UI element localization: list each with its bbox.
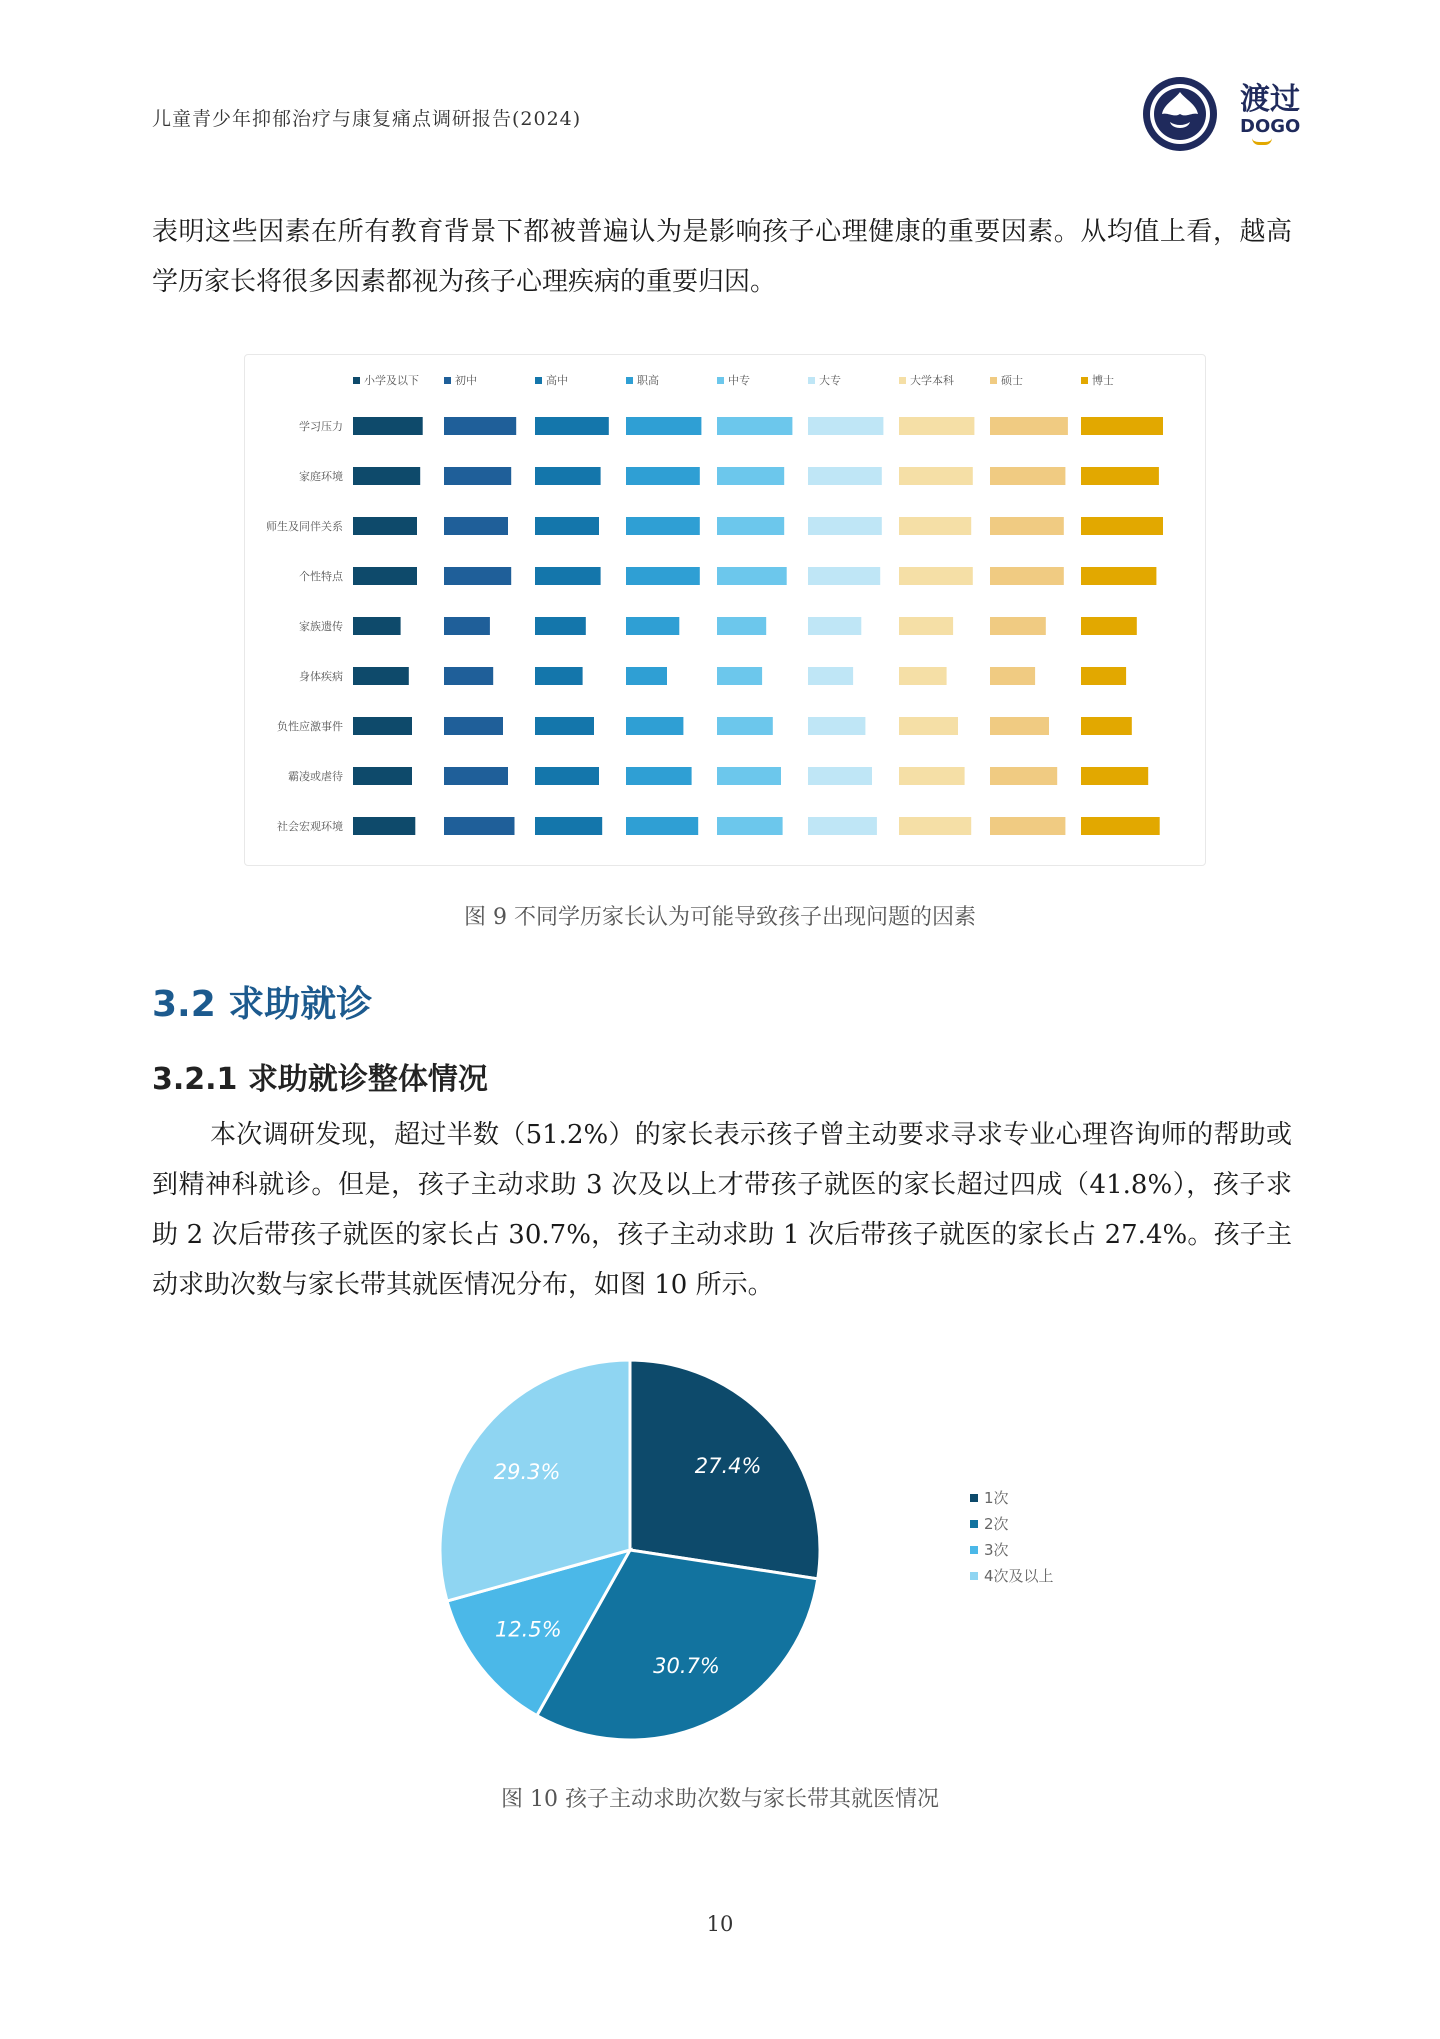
bar-0-7 bbox=[990, 417, 1068, 435]
legend-swatch-5 bbox=[808, 377, 815, 384]
bar-6-1 bbox=[444, 717, 503, 735]
bar-5-8 bbox=[1081, 667, 1126, 685]
figure10-frame bbox=[420, 1340, 1100, 1760]
legend-label-7: 硕士 bbox=[1001, 374, 1023, 387]
bar-8-1 bbox=[444, 817, 515, 835]
legend-swatch-6 bbox=[899, 377, 906, 384]
bar-0-6 bbox=[899, 417, 974, 435]
bar-4-1 bbox=[444, 617, 490, 635]
legend-label-3: 职高 bbox=[637, 374, 659, 387]
bar-7-8 bbox=[1081, 767, 1148, 785]
bar-5-7 bbox=[990, 667, 1035, 685]
category-label-2: 师生及同伴关系 bbox=[266, 520, 343, 533]
bar-0-8 bbox=[1081, 417, 1163, 435]
bar-6-7 bbox=[990, 717, 1049, 735]
bar-2-8 bbox=[1081, 517, 1163, 535]
bar-4-5 bbox=[808, 617, 861, 635]
bar-7-6 bbox=[899, 767, 965, 785]
bar-2-2 bbox=[535, 517, 599, 535]
bar-8-3 bbox=[626, 817, 698, 835]
bar-4-6 bbox=[899, 617, 953, 635]
category-label-0: 学习压力 bbox=[299, 420, 343, 433]
pie-legend-label-3: 4次及以上 bbox=[984, 1567, 1054, 1585]
legend-swatch-8 bbox=[1081, 377, 1088, 384]
bar-3-4 bbox=[717, 567, 787, 585]
bar-8-2 bbox=[535, 817, 602, 835]
bar-7-7 bbox=[990, 767, 1057, 785]
legend-swatch-0 bbox=[353, 377, 360, 384]
legend-swatch-2 bbox=[535, 377, 542, 384]
bar-8-4 bbox=[717, 817, 783, 835]
bar-2-6 bbox=[899, 517, 971, 535]
bar-4-0 bbox=[353, 617, 401, 635]
bar-2-0 bbox=[353, 517, 417, 535]
bar-7-5 bbox=[808, 767, 872, 785]
bar-0-2 bbox=[535, 417, 609, 435]
dogo-circle-logo-icon bbox=[1140, 74, 1220, 154]
category-label-7: 霸凌或虐待 bbox=[288, 770, 343, 783]
bar-1-3 bbox=[626, 467, 700, 485]
section-heading: 3.2 求助就诊 bbox=[152, 984, 373, 1025]
bar-7-0 bbox=[353, 767, 412, 785]
category-label-1: 家庭环境 bbox=[299, 470, 343, 483]
bar-1-2 bbox=[535, 467, 601, 485]
category-label-4: 家族遗传 bbox=[299, 620, 343, 633]
bar-3-0 bbox=[353, 567, 417, 585]
bar-6-5 bbox=[808, 717, 865, 735]
bar-1-7 bbox=[990, 467, 1065, 485]
bar-0-5 bbox=[808, 417, 883, 435]
bar-1-4 bbox=[717, 467, 784, 485]
bar-1-1 bbox=[444, 467, 511, 485]
bar-3-1 bbox=[444, 567, 511, 585]
bar-6-6 bbox=[899, 717, 958, 735]
bar-1-8 bbox=[1081, 467, 1159, 485]
bar-0-3 bbox=[626, 417, 701, 435]
legend-label-6: 大学本科 bbox=[910, 374, 954, 387]
pie-label-0: 27.4% bbox=[694, 1453, 762, 1478]
bar-4-2 bbox=[535, 617, 586, 635]
bar-5-0 bbox=[353, 667, 409, 685]
bar-6-8 bbox=[1081, 717, 1132, 735]
pie-label-2: 12.5% bbox=[494, 1617, 562, 1642]
figure9-frame bbox=[244, 354, 1206, 866]
bar-5-1 bbox=[444, 667, 493, 685]
legend-swatch-4 bbox=[717, 377, 724, 384]
bar-0-4 bbox=[717, 417, 792, 435]
legend-label-4: 中专 bbox=[728, 374, 750, 387]
page-number: 10 bbox=[706, 1912, 734, 1936]
legend-label-2: 高中 bbox=[546, 374, 568, 387]
bar-5-4 bbox=[717, 667, 762, 685]
section-paragraph: 本次调研发现，超过半数（51.2%）的家长表示孩子曾主动要求寻求专业心理咨询师的帮助或到精神科就诊。但是，孩子主动求助 3 次及以上才带孩子就医的家长超过四成（41.8%），孩子求助 2 次后带孩子就医的家长占 30.7%，孩子主动求助 1 次后带孩子就医的家长占 27.4%。孩子主动求助次数与家长带其就医情况分布，如图 10 所示。 bbox=[152, 1120, 1292, 1300]
legend-swatch-1 bbox=[444, 377, 451, 384]
bar-8-6 bbox=[899, 817, 971, 835]
bar-2-7 bbox=[990, 517, 1064, 535]
bar-7-3 bbox=[626, 767, 692, 785]
logo-english-text: DOGO bbox=[1240, 116, 1301, 137]
bar-5-5 bbox=[808, 667, 853, 685]
bar-6-0 bbox=[353, 717, 412, 735]
pie-legend-swatch-3 bbox=[970, 1572, 978, 1580]
bar-7-2 bbox=[535, 767, 599, 785]
subsection-heading: 3.2.1 求助就诊整体情况 bbox=[152, 1062, 488, 1097]
figure9-caption: 图 9 不同学历家长认为可能导致孩子出现问题的因素 bbox=[464, 905, 976, 930]
bar-3-8 bbox=[1081, 567, 1156, 585]
bar-0-1 bbox=[444, 417, 516, 435]
bar-6-4 bbox=[717, 717, 773, 735]
bar-7-1 bbox=[444, 767, 508, 785]
bar-3-7 bbox=[990, 567, 1064, 585]
bar-1-0 bbox=[353, 467, 420, 485]
pie-legend-label-2: 3次 bbox=[984, 1541, 1009, 1559]
bar-0-0 bbox=[353, 417, 423, 435]
bar-8-8 bbox=[1081, 817, 1160, 835]
category-label-6: 负性应激事件 bbox=[277, 720, 343, 733]
legend-label-1: 初中 bbox=[455, 374, 477, 387]
legend-label-8: 博士 bbox=[1092, 374, 1114, 387]
legend-label-5: 大专 bbox=[819, 374, 841, 387]
logo-chinese-text: 渡过 bbox=[1240, 82, 1300, 117]
bar-2-3 bbox=[626, 517, 700, 535]
pie-legend-swatch-2 bbox=[970, 1546, 978, 1554]
category-label-8: 社会宏观环境 bbox=[277, 820, 343, 833]
dogo-logo bbox=[1140, 74, 1330, 164]
pie-legend-label-1: 2次 bbox=[984, 1515, 1009, 1533]
pie-legend-label-0: 1次 bbox=[984, 1489, 1009, 1507]
figure10-pie-chart bbox=[420, 1340, 1100, 1760]
bar-3-3 bbox=[626, 567, 700, 585]
bar-1-6 bbox=[899, 467, 973, 485]
bar-6-3 bbox=[626, 717, 683, 735]
bar-4-4 bbox=[717, 617, 766, 635]
bar-8-0 bbox=[353, 817, 415, 835]
pie-legend-swatch-0 bbox=[970, 1494, 978, 1502]
bar-5-3 bbox=[626, 667, 667, 685]
bar-6-2 bbox=[535, 717, 594, 735]
bar-4-3 bbox=[626, 617, 679, 635]
figure10-caption: 图 10 孩子主动求助次数与家长带其就医情况 bbox=[501, 1787, 939, 1812]
bar-8-7 bbox=[990, 817, 1065, 835]
bar-8-5 bbox=[808, 817, 877, 835]
pie-label-1: 30.7% bbox=[653, 1654, 720, 1679]
bar-2-1 bbox=[444, 517, 508, 535]
bar-3-5 bbox=[808, 567, 880, 585]
pie-label-3: 29.3% bbox=[493, 1459, 561, 1484]
bar-5-2 bbox=[535, 667, 583, 685]
category-label-3: 个性特点 bbox=[299, 570, 343, 583]
pie-legend-swatch-1 bbox=[970, 1520, 978, 1528]
running-header-title: 儿童青少年抑郁治疗与康复痛点调研报告(2024) bbox=[152, 108, 582, 130]
intro-paragraph: 表明这些因素在所有教育背景下都被普遍认为是影响孩子心理健康的重要因素。从均值上看，越高学历家长将很多因素都视为孩子心理疾病的重要归因。 bbox=[152, 217, 1292, 297]
legend-label-0: 小学及以下 bbox=[364, 374, 419, 387]
bar-2-4 bbox=[717, 517, 784, 535]
figure9-bar-chart bbox=[245, 355, 1205, 865]
bar-4-8 bbox=[1081, 617, 1137, 635]
bar-7-4 bbox=[717, 767, 781, 785]
bar-3-2 bbox=[535, 567, 601, 585]
legend-swatch-3 bbox=[626, 377, 633, 384]
bar-3-6 bbox=[899, 567, 973, 585]
category-label-5: 身体疾病 bbox=[299, 670, 343, 683]
bar-2-5 bbox=[808, 517, 882, 535]
legend-swatch-7 bbox=[990, 377, 997, 384]
bar-4-7 bbox=[990, 617, 1046, 635]
bar-5-6 bbox=[899, 667, 947, 685]
bar-1-5 bbox=[808, 467, 882, 485]
